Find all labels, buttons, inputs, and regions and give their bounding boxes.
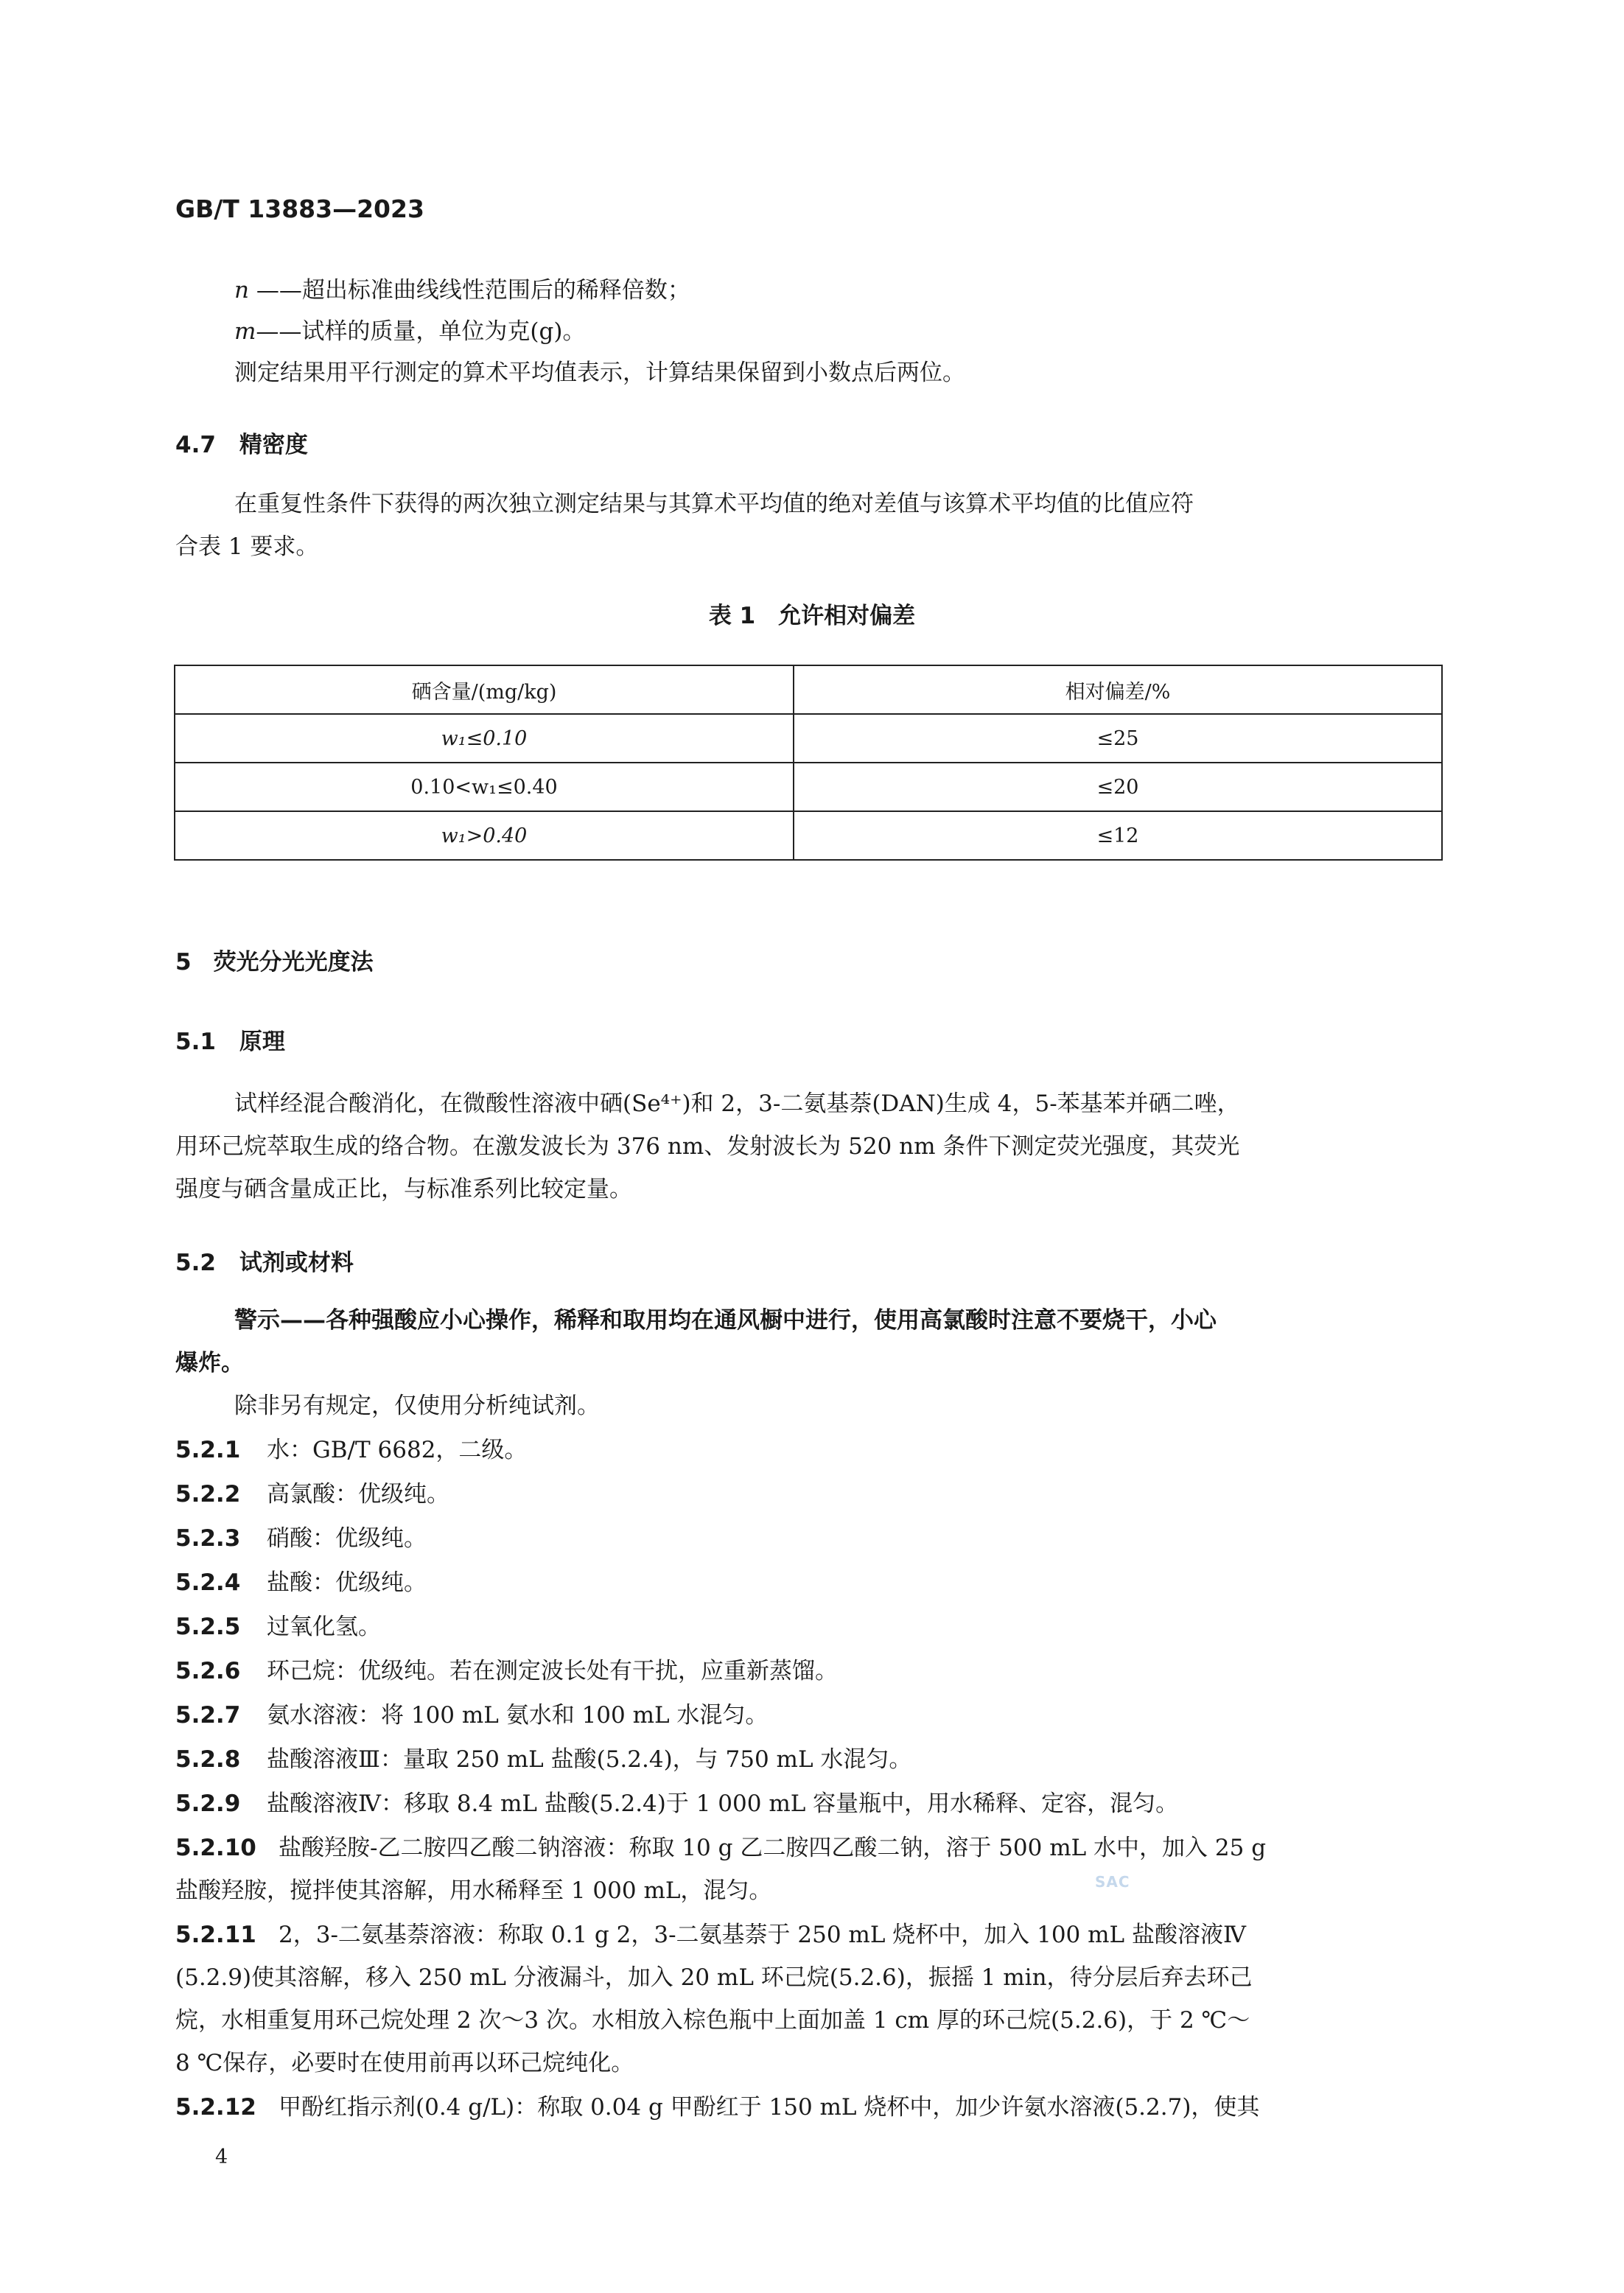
- item-continuation: (5.2.9)使其溶解，移入 250 mL 分液漏斗，加入 20 mL 环己烷(5.2.6)，振摇 1 min，待分层后弃去环己: [175, 1964, 1253, 1991]
- reagent-item: [175, 1524, 427, 1553]
- table-cell: 0.10<w₁≤0.40: [175, 763, 794, 811]
- reagent-item: [175, 1435, 527, 1465]
- table-caption: 表 1 允许相对偏差: [708, 603, 916, 629]
- item-text: 甲酚红指示剂(0.4 g/L)：称取 0.04 g 甲酚红于 150 mL 烧杯中，加少许氨水溶液(5.2.7)，使其: [279, 2094, 1260, 2121]
- section-heading-5: [175, 943, 374, 976]
- section-number: 5.2: [175, 1250, 216, 1276]
- paragraph-line: 用环己烷萃取生成的络合物。在激发波长为 376 nm、发射波长为 520 nm 条件下测定荧光强度，其荧光: [175, 1133, 1240, 1160]
- item-text: 水：GB/T 6682，二级。: [267, 1437, 528, 1463]
- item-continuation: 烷，水相重复用环己烷处理 2 次～3 次。水相放入棕色瓶中上面加盖 1 cm 厚的环己烷(5.2.6)，于 2 ℃～: [175, 2007, 1250, 2034]
- item-text: 硝酸：优级纯。: [267, 1525, 427, 1552]
- section-title: 原理: [239, 1029, 285, 1055]
- table-row: [175, 763, 1442, 811]
- var-symbol: n: [234, 277, 249, 304]
- section-number: 4.7: [175, 432, 216, 458]
- var-definition-m: m——试样的质量，单位为克(g)。: [234, 318, 586, 345]
- section-number: 5: [175, 949, 192, 976]
- warning-line: 警示——各种强酸应小心操作，稀释和取用均在通风橱中进行，使用高氯酸时注意不要烧干，小心: [234, 1307, 1217, 1334]
- reagent-item: [175, 1789, 1178, 1818]
- section-title: 精密度: [239, 432, 308, 458]
- item-continuation: 盐酸羟胺，搅拌使其溶解，用水稀释至 1 000 mL，混匀。: [175, 1877, 772, 1904]
- table-cell: ≤12: [794, 811, 1442, 860]
- item-text: 过氧化氢。: [267, 1614, 381, 1640]
- table-header-row: [175, 665, 1442, 714]
- item-number: 5.2.10: [175, 1835, 256, 1861]
- item-number: 5.2.11: [175, 1922, 256, 1948]
- paragraph-line: 强度与硒含量成正比，与标准系列比较定量。: [175, 1176, 632, 1202]
- watermark: SAC: [1095, 1873, 1130, 1891]
- var-symbol: m: [234, 318, 256, 345]
- reagent-item: [175, 1656, 838, 1686]
- item-text: 环己烷：优级纯。若在测定波长处有干扰，应重新蒸馏。: [267, 1658, 838, 1684]
- section-number: 5.1: [175, 1029, 216, 1055]
- section-heading-5-1: [175, 1023, 285, 1056]
- table-cell: ≤25: [794, 714, 1442, 763]
- section-title: 荧光分光光度法: [213, 949, 374, 976]
- page-number: 4: [215, 2146, 228, 2168]
- reagent-item: [175, 1920, 1246, 1950]
- paragraph-line: 在重复性条件下获得的两次独立测定结果与其算术平均值的绝对差值与该算术平均值的比值应符: [234, 491, 1194, 517]
- reagent-item: [175, 1568, 427, 1597]
- item-number: 5.2.12: [175, 2094, 256, 2121]
- item-number: 5.2.5: [175, 1614, 241, 1640]
- standard-number: GB/T 13883—2023: [175, 195, 424, 223]
- item-text: 氨水溶液：将 100 mL 氨水和 100 mL 水混匀。: [267, 1702, 769, 1729]
- var-desc: 超出标准曲线线性范围后的稀释倍数；: [301, 277, 690, 304]
- item-number: 5.2.2: [175, 1481, 241, 1508]
- var-desc: 试样的质量，单位为克(g)。: [301, 318, 586, 345]
- section-heading-4-7: [175, 426, 308, 459]
- item-text: 盐酸溶液Ⅳ：移取 8.4 mL 盐酸(5.2.4)于 1 000 mL 容量瓶中，用水稀释、定容，混匀。: [267, 1790, 1179, 1817]
- item-text: 盐酸：优级纯。: [267, 1569, 427, 1596]
- table-header-cell: 硒含量/(mg/kg): [175, 665, 794, 714]
- reagent-item: [175, 1745, 911, 1774]
- paragraph-line: 合表 1 要求。: [175, 533, 319, 560]
- item-number: 5.2.7: [175, 1702, 241, 1729]
- item-number: 5.2.4: [175, 1569, 241, 1596]
- table-cell: w₁≤0.10: [175, 714, 794, 763]
- result-note: 测定结果用平行测定的算术平均值表示，计算结果保留到小数点后两位。: [234, 360, 965, 386]
- reagent-item: [175, 1480, 449, 1509]
- section-heading-5-2: [175, 1244, 354, 1277]
- item-number: 5.2.3: [175, 1525, 241, 1552]
- item-text: 2，3-二氨基萘溶液：称取 0.1 g 2，3-二氨基萘于 250 mL 烧杯中，加入 100 mL 盐酸溶液Ⅳ: [279, 1922, 1246, 1948]
- item-number: 5.2.8: [175, 1746, 241, 1773]
- item-number: 5.2.6: [175, 1658, 241, 1684]
- item-text: 盐酸羟胺-乙二胺四乙酸二钠溶液：称取 10 g 乙二胺四乙酸二钠，溶于 500 mL 水中，加入 25 g: [279, 1835, 1267, 1861]
- item-number: 5.2.1: [175, 1437, 241, 1463]
- reagent-note: 除非另有规定，仅使用分析纯试剂。: [234, 1393, 600, 1419]
- deviation-table: [174, 665, 1443, 861]
- reagent-item: [175, 1701, 768, 1730]
- table-cell: w₁>0.40: [175, 811, 794, 860]
- item-continuation: 8 ℃保存，必要时在使用前再以环己烷纯化。: [175, 2050, 634, 2076]
- item-text: 高氯酸：优级纯。: [267, 1481, 449, 1508]
- reagent-item: [175, 1833, 1266, 1863]
- table-row: [175, 811, 1442, 860]
- table-row: [175, 714, 1442, 763]
- warning-line: 爆炸。: [175, 1350, 244, 1376]
- item-text: 盐酸溶液Ⅲ：量取 250 mL 盐酸(5.2.4)，与 750 mL 水混匀。: [267, 1746, 912, 1773]
- paragraph-line: 试样经混合酸消化，在微酸性溶液中硒(Se⁴⁺)和 2，3-二氨基萘(DAN)生成 4，5-苯基苯并硒二唑，: [234, 1091, 1240, 1117]
- var-definition-n: n ——超出标准曲线线性范围后的稀释倍数；: [234, 277, 690, 304]
- section-title: 试剂或材料: [239, 1250, 354, 1276]
- reagent-item: [175, 2093, 1259, 2122]
- reagent-item: [175, 1612, 381, 1642]
- table-header-cell: 相对偏差/%: [794, 665, 1442, 714]
- table-cell: ≤20: [794, 763, 1442, 811]
- item-number: 5.2.9: [175, 1790, 241, 1817]
